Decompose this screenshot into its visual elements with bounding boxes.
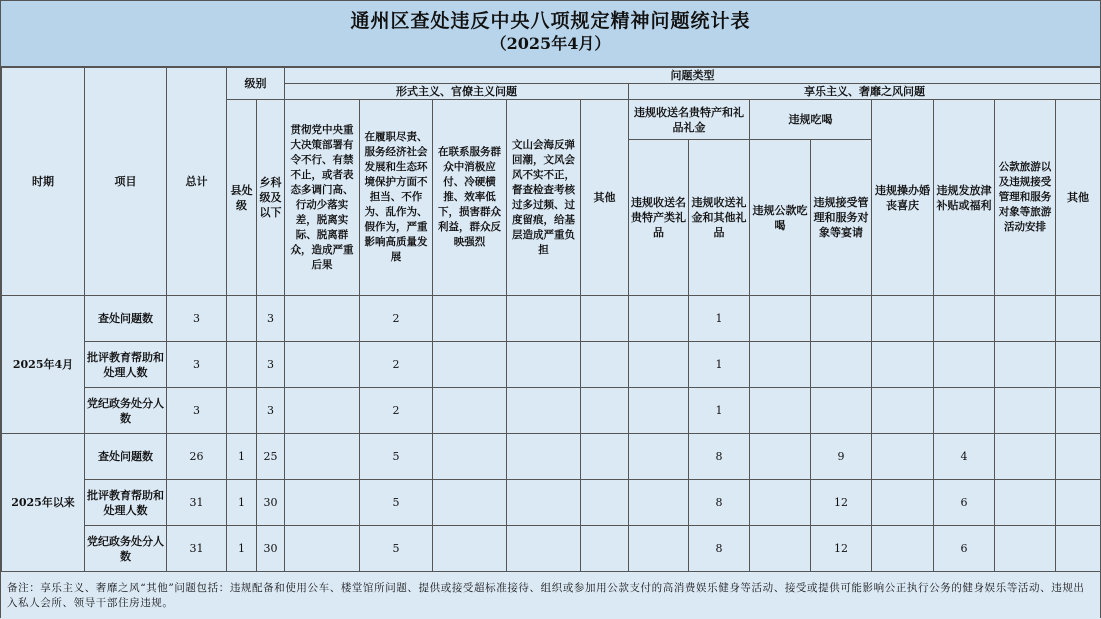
table-row [2, 480, 1101, 526]
cell-total: 26 [167, 434, 227, 480]
header-hedonism: 享乐主义、奢靡之风问题 [629, 84, 1101, 100]
period-cell: 2025年4月 [2, 296, 85, 434]
cell-h6 [1056, 388, 1101, 434]
cell-h4 [934, 388, 995, 434]
cell-h5 [995, 526, 1056, 572]
cell-f2: 2 [360, 342, 433, 388]
header-travel: 公款旅游以及违规接受管理和服务对象等旅游活动安排 [995, 100, 1056, 296]
cell-township: 3 [257, 342, 285, 388]
header-eat-group: 违规吃喝 [750, 100, 872, 140]
cell-total: 3 [167, 296, 227, 342]
cell-e2 [811, 342, 872, 388]
cell-h6 [1056, 434, 1101, 480]
cell-f3 [433, 526, 507, 572]
header-gift-money: 违规收送礼金和其他礼品 [689, 140, 750, 296]
header-item: 项目 [85, 68, 167, 296]
page-title: 通州区查处违反中央八项规定精神问题统计表 [350, 10, 751, 32]
header-formalism-other: 其他 [581, 100, 629, 296]
header-county-level: 县处级 [227, 100, 257, 296]
table-row [2, 296, 1101, 342]
cell-county: 1 [227, 526, 257, 572]
cell-h5 [995, 342, 1056, 388]
cell-f4 [507, 480, 581, 526]
cell-h5 [995, 480, 1056, 526]
cell-h4 [934, 296, 995, 342]
cell-total: 3 [167, 342, 227, 388]
cell-g2: 8 [689, 434, 750, 480]
cell-f2: 2 [360, 296, 433, 342]
cell-h3 [872, 434, 934, 480]
cell-f2: 5 [360, 480, 433, 526]
cell-h4: 6 [934, 526, 995, 572]
cell-e2: 12 [811, 480, 872, 526]
header-township-level: 乡科级及以下 [257, 100, 285, 296]
cell-h5 [995, 388, 1056, 434]
header-formalism: 形式主义、官僚主义问题 [285, 84, 629, 100]
cell-h4 [934, 342, 995, 388]
header-formalism-2: 在履职尽责、服务经济社会发展和生态环境保护方面不担当、不作为、乱作为、假作为，严重影响高质量发展 [360, 100, 433, 296]
cell-f3 [433, 388, 507, 434]
cell-e1 [750, 388, 811, 434]
cell-f3 [433, 342, 507, 388]
cell-f3 [433, 480, 507, 526]
title-band [1, 1, 1100, 67]
cell-total: 31 [167, 480, 227, 526]
cell-f4 [507, 342, 581, 388]
row-label: 查处问题数 [85, 296, 167, 342]
cell-h3 [872, 296, 934, 342]
cell-f4 [507, 434, 581, 480]
cell-total: 3 [167, 388, 227, 434]
cell-g1 [629, 526, 689, 572]
cell-h6 [1056, 296, 1101, 342]
cell-f1 [285, 526, 360, 572]
cell-h6 [1056, 480, 1101, 526]
cell-g1 [629, 434, 689, 480]
row-label: 党纪政务处分人数 [85, 526, 167, 572]
header-row-1 [2, 68, 1101, 84]
row-label: 批评教育帮助和处理人数 [85, 480, 167, 526]
header-problem-type: 问题类型 [285, 68, 1101, 84]
header-level: 级别 [227, 68, 285, 100]
cell-township: 30 [257, 480, 285, 526]
cell-f1 [285, 296, 360, 342]
cell-h3 [872, 388, 934, 434]
cell-f4 [507, 526, 581, 572]
cell-h4: 4 [934, 434, 995, 480]
cell-f1 [285, 342, 360, 388]
cell-f4 [507, 388, 581, 434]
cell-f5 [581, 342, 629, 388]
header-hedonism-other: 其他 [1056, 100, 1101, 296]
cell-h6 [1056, 526, 1101, 572]
cell-f1 [285, 434, 360, 480]
cell-county [227, 296, 257, 342]
cell-h3 [872, 480, 934, 526]
table-row [2, 434, 1101, 480]
row-label: 批评教育帮助和处理人数 [85, 342, 167, 388]
cell-county: 1 [227, 480, 257, 526]
cell-g2: 1 [689, 388, 750, 434]
header-wedding-funeral: 违规操办婚丧喜庆 [872, 100, 934, 296]
cell-f5 [581, 526, 629, 572]
cell-f2: 5 [360, 526, 433, 572]
cell-f3 [433, 434, 507, 480]
cell-h3 [872, 526, 934, 572]
header-eat-banquet: 违规接受管理和服务对象等宴请 [811, 140, 872, 296]
cell-g2: 8 [689, 480, 750, 526]
cell-h5 [995, 434, 1056, 480]
header-gift-specialty: 违规收送名贵特产类礼品 [629, 140, 689, 296]
cell-township: 3 [257, 296, 285, 342]
cell-f3 [433, 296, 507, 342]
page-subtitle: （2025年4月） [490, 34, 611, 53]
cell-g2: 1 [689, 342, 750, 388]
cell-total: 31 [167, 526, 227, 572]
header-formalism-4: 文山会海反弹回潮，文风会风不实不正，督查检查考核过多过频、过度留痕，给基层造成严重负担 [507, 100, 581, 296]
header-total: 总计 [167, 68, 227, 296]
cell-f5 [581, 388, 629, 434]
cell-e1 [750, 296, 811, 342]
cell-e1 [750, 526, 811, 572]
cell-e2: 9 [811, 434, 872, 480]
period-cell: 2025年以来 [2, 434, 85, 572]
table-row [2, 388, 1101, 434]
header-period: 时期 [2, 68, 85, 296]
cell-g2: 1 [689, 296, 750, 342]
table-row [2, 342, 1101, 388]
cell-f1 [285, 388, 360, 434]
row-label: 党纪政务处分人数 [85, 388, 167, 434]
header-formalism-3: 在联系服务群众中消极应付、冷硬横推、效率低下，损害群众利益，群众反映强烈 [433, 100, 507, 296]
cell-f2: 2 [360, 388, 433, 434]
cell-e1 [750, 480, 811, 526]
cell-f2: 5 [360, 434, 433, 480]
cell-f4 [507, 296, 581, 342]
header-gift-group: 违规收送名贵特产和礼品礼金 [629, 100, 750, 140]
cell-e1 [750, 342, 811, 388]
row-label: 查处问题数 [85, 434, 167, 480]
cell-township: 30 [257, 526, 285, 572]
cell-e2 [811, 296, 872, 342]
cell-h6 [1056, 342, 1101, 388]
cell-township: 3 [257, 388, 285, 434]
cell-f1 [285, 480, 360, 526]
cell-g1 [629, 388, 689, 434]
cell-g1 [629, 480, 689, 526]
header-allowance: 违规发放津补贴或福利 [934, 100, 995, 296]
header-eat-public: 违规公款吃喝 [750, 140, 811, 296]
cell-h4: 6 [934, 480, 995, 526]
cell-f5 [581, 480, 629, 526]
cell-h3 [872, 342, 934, 388]
statistics-table [1, 67, 1101, 572]
cell-g1 [629, 296, 689, 342]
cell-f5 [581, 434, 629, 480]
cell-g2: 8 [689, 526, 750, 572]
cell-county: 1 [227, 434, 257, 480]
cell-e1 [750, 434, 811, 480]
table-row [2, 526, 1101, 572]
cell-county [227, 342, 257, 388]
footnote: 备注：享乐主义、奢靡之风“其他”问题包括：违规配备和使用公车、楼堂馆所问题、提供或接受超标准接待、组织或参加用公款支付的高消费娱乐健身等活动、接受或提供可能影响公正执行公务的健身娱乐等活动、违规出入私人会所、领导干部住房违规。 [1, 575, 1100, 619]
cell-f5 [581, 296, 629, 342]
cell-e2 [811, 388, 872, 434]
header-formalism-1: 贯彻党中央重大决策部署有令不行、有禁不止，或者表态多调门高、行动少落实差，脱离实际、脱离群众，造成严重后果 [285, 100, 360, 296]
cell-township: 25 [257, 434, 285, 480]
cell-county [227, 388, 257, 434]
cell-g1 [629, 342, 689, 388]
cell-h5 [995, 296, 1056, 342]
cell-e2: 12 [811, 526, 872, 572]
